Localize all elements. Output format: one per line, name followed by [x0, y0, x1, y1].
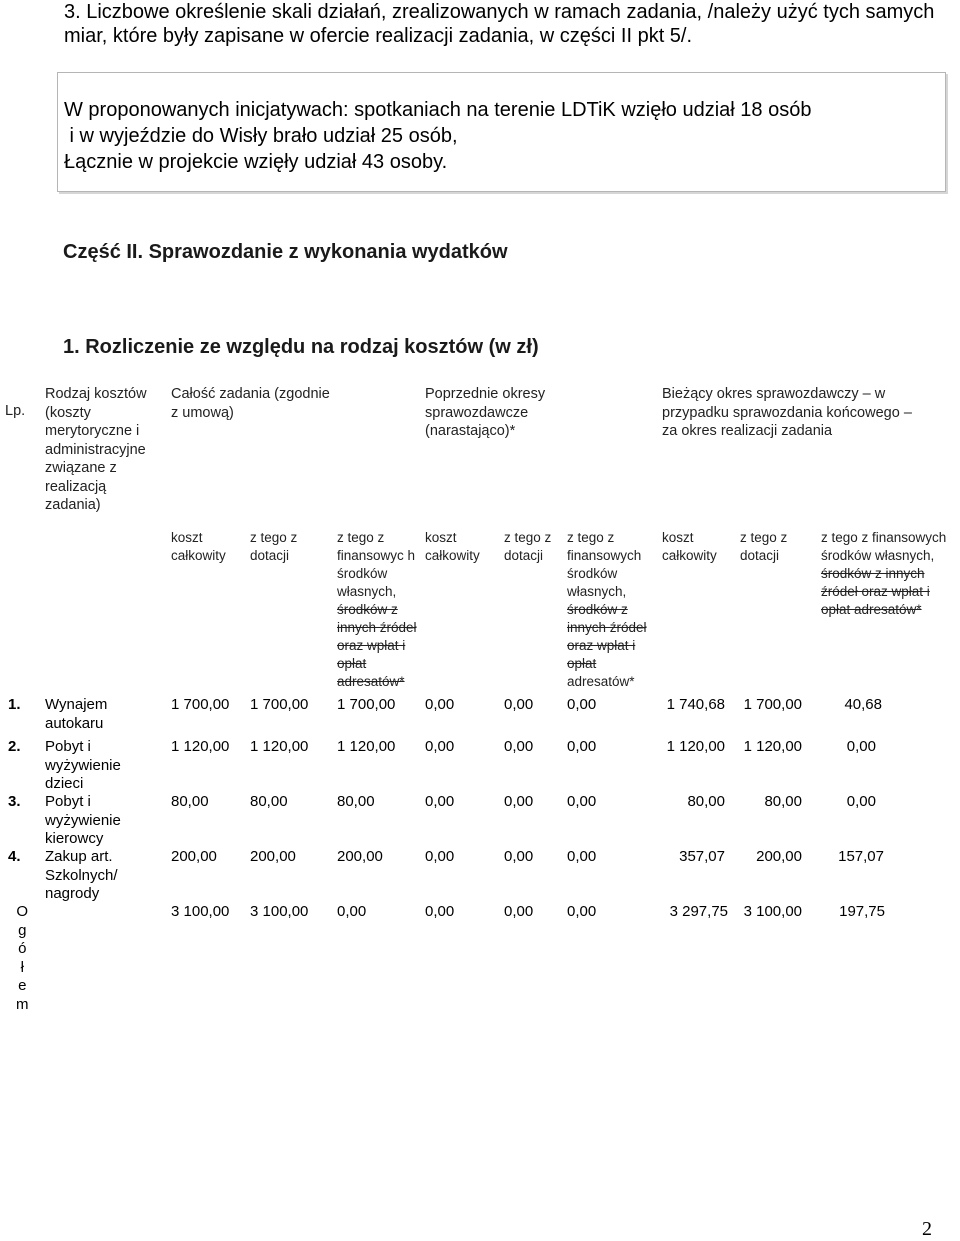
row-2-value-5: 0,00 — [504, 738, 534, 755]
header-poprzednie-okresy: Poprzednie okresy sprawozdawcze (narastająco)* — [425, 386, 546, 439]
row-4-value-3: 200,00 — [337, 848, 383, 865]
row-3-value-2: 80,00 — [250, 793, 288, 810]
total-value-6: 0,00 — [567, 903, 597, 920]
row-4-lp: 4. — [8, 848, 21, 865]
header-calosc-zadania: Całość zadania (zgodnie z umową) — [171, 386, 330, 421]
row-4-value-6: 0,00 — [567, 848, 597, 865]
row-2-value-3: 1 120,00 — [337, 738, 396, 755]
row-2-value-4: 0,00 — [425, 738, 455, 755]
subheader-inne-zrodla-1-struck: środków z innych źródeł oraz wpłat i opłat adresatów* — [337, 602, 417, 689]
row-1-value-9: 40,68 — [844, 696, 882, 713]
activity-line-2: i w wyjeździe do Wisły brało udział 25 osób, — [64, 125, 458, 147]
header-biezacy-okres: Bieżący okres sprawozdawczy – w przypadku sprawozdania końcowego – za okres realizacji zadania — [662, 386, 912, 439]
row-2-value-2: 1 120,00 — [250, 738, 309, 755]
total-label-letter: m — [16, 995, 29, 1013]
subheader-inne-zrodla-3-struck: środków z innych źródeł oraz wpłat i opłat adresatów* — [821, 566, 930, 617]
row-2-value-8: 1 120,00 — [743, 738, 802, 755]
total-label-letter: e — [18, 977, 27, 994]
row-4-value-4: 0,00 — [425, 848, 455, 865]
subheader-inne-zrodla-2-struck: środków z innych źródeł oraz wpłat i opłat — [567, 602, 647, 671]
row-1-value-5: 0,00 — [504, 696, 534, 713]
row-3-value-1: 80,00 — [171, 793, 209, 810]
row-1-value-1: 1 700,00 — [171, 696, 230, 713]
row-3-value-7: 80,00 — [687, 793, 725, 810]
row-4-value-8: 200,00 — [756, 848, 802, 865]
subheader-z-dotacji-2: z tego z dotacji — [504, 530, 552, 563]
row-1-value-3: 1 700,00 — [337, 696, 396, 713]
subheader-koszt-calkowity-2: koszt całkowity — [425, 530, 480, 563]
row-4-value-7: 357,07 — [679, 848, 725, 865]
total-value-4: 0,00 — [425, 903, 455, 920]
activity-line-3: Łącznie w projekcie wzięły udział 43 osoby. — [64, 151, 448, 173]
row-2-value-9: 0,00 — [846, 738, 876, 755]
subheader-z-dotacji-3: z tego z dotacji — [740, 530, 788, 563]
subheader-srodki-wlasne-3-text: z tego z finansowych środków własnych, — [821, 530, 947, 563]
header-lp: Lp. — [5, 403, 26, 419]
total-value-7: 3 297,75 — [669, 903, 728, 920]
subheader-adresatow-2: adresatów* — [567, 674, 635, 689]
total-value-9: 197,75 — [839, 903, 885, 920]
row-1-value-6: 0,00 — [567, 696, 597, 713]
row-3-name: Pobyt i wyżywienie kierowcy — [45, 793, 121, 847]
row-3-value-9: 0,00 — [846, 793, 876, 810]
activity-line-1: W proponowanych inicjatywach: spotkaniach na terenie LDTiK wzięło udział 18 osób — [64, 99, 812, 121]
total-value-2: 3 100,00 — [250, 903, 309, 920]
subheader-srodki-wlasne-2 — [567, 529, 649, 691]
section-1-title: 1. Rozliczenie ze względu na rodzaj kosztów (w zł) — [63, 336, 539, 358]
total-value-5: 0,00 — [504, 903, 534, 920]
row-2-value-6: 0,00 — [567, 738, 597, 755]
subheader-koszt-calkowity-3: koszt całkowity — [662, 530, 717, 563]
subheader-srodki-wlasne-2-text: z tego z finansowych środków własnych, — [567, 530, 642, 599]
subheader-srodki-wlasne-1 — [337, 529, 419, 691]
row-1-value-8: 1 700,00 — [743, 696, 802, 713]
row-3-lp: 3. — [8, 793, 21, 810]
row-2-lp: 2. — [8, 738, 21, 755]
page-number: 2 — [922, 1218, 932, 1240]
row-3-value-6: 0,00 — [567, 793, 597, 810]
total-label-letter: O — [16, 903, 29, 920]
row-4-value-1: 200,00 — [171, 848, 217, 865]
subheader-koszt-calkowity-1: koszt całkowity — [171, 530, 226, 563]
row-4-value-2: 200,00 — [250, 848, 296, 865]
subheader-z-dotacji-1: z tego z dotacji — [250, 530, 298, 563]
total-label — [16, 903, 29, 1014]
subheader-srodki-wlasne-3 — [821, 529, 949, 619]
total-label-letter: ł — [20, 958, 24, 976]
row-2-value-1: 1 120,00 — [171, 738, 230, 755]
row-1-value-7: 1 740,68 — [666, 696, 725, 713]
row-2-name: Pobyt i wyżywienie dzieci — [45, 738, 121, 792]
row-3-value-4: 0,00 — [425, 793, 455, 810]
row-3-value-3: 80,00 — [337, 793, 375, 810]
total-value-3: 0,00 — [337, 903, 367, 920]
row-4-value-9: 157,07 — [838, 848, 884, 865]
row-4-name: Zakup art. Szkolnych/ nagrody — [45, 848, 118, 902]
row-3-value-5: 0,00 — [504, 793, 534, 810]
total-value-8: 3 100,00 — [743, 903, 802, 920]
total-label-letter: ó — [18, 940, 27, 957]
row-1-value-2: 1 700,00 — [250, 696, 309, 713]
header-rodzaj-kosztow: Rodzaj kosztów (koszty merytoryczne i administracyjne związane z realizacją zadania) — [45, 386, 147, 513]
row-1-name: Wynajem autokaru — [45, 696, 108, 732]
row-3-value-8: 80,00 — [764, 793, 802, 810]
row-1-lp: 1. — [8, 696, 21, 713]
activity-scale-box — [57, 72, 946, 192]
row-1-value-4: 0,00 — [425, 696, 455, 713]
total-value-1: 3 100,00 — [171, 903, 230, 920]
total-label-letter: g — [18, 921, 27, 939]
section-3-heading: 3. Liczbowe określenie skali działań, zrealizowanych w ramach zadania, /należy użyć tych samych miar, które były zapisane w ofercie realizacji zadania, w części II pkt 5/. — [64, 1, 935, 47]
row-2-value-7: 1 120,00 — [666, 738, 725, 755]
part-2-title: Część II. Sprawozdanie z wykonania wydatków — [63, 241, 508, 263]
subheader-srodki-wlasne-1-text: z tego z finansowyc h środków własnych, — [337, 530, 416, 599]
row-4-value-5: 0,00 — [504, 848, 534, 865]
